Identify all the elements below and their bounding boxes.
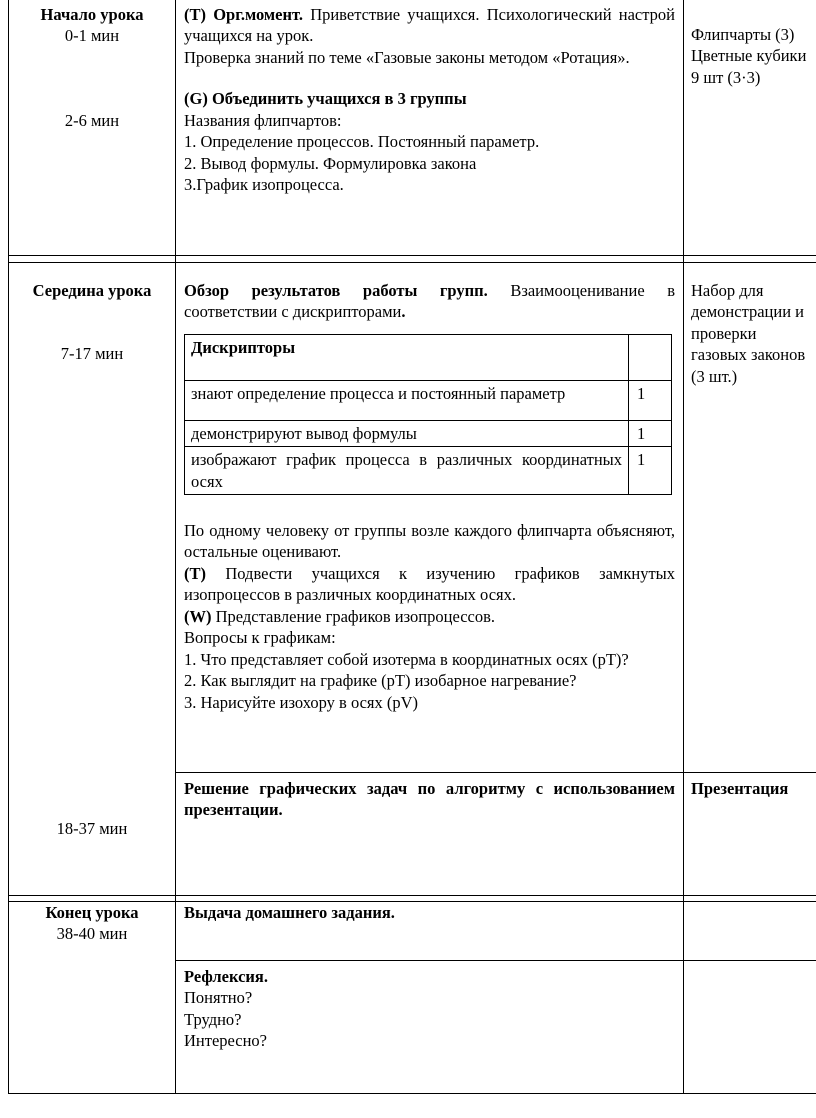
table-border-bottom [8, 1093, 816, 1094]
org-moment-paragraph [184, 4, 675, 47]
start-content-cell [184, 4, 675, 196]
start-title: Начало урока [40, 5, 144, 24]
table-row [185, 447, 672, 495]
start-time-1: 0-1 мин [64, 26, 120, 46]
reflection-title: Рефлексия. [184, 967, 268, 986]
org-moment-text: Приветствие учащихся. Психологический настрой учащихся на урок. [184, 5, 675, 46]
group-paragraph: (G) Объединить учащихся в 3 группы [184, 89, 467, 109]
reflection-item-3: Интересно? [184, 1031, 267, 1051]
middle-resources-1: Набор для демонстрации и проверки газовых законов (3 шт.) [691, 281, 806, 386]
questions-title: Вопросы к графикам: [184, 628, 336, 648]
descriptors-table [184, 334, 672, 495]
descriptor-text-3: изображают график процесса в различных координатных осях [185, 447, 629, 495]
knowledge-check-paragraph: Проверка знаний по теме «Газовые законы методом «Ротация». [184, 47, 630, 67]
question-2: 2. Как выглядит на графике (рТ) изобарное нагревание? [184, 671, 577, 691]
descriptors-header-row [185, 335, 672, 381]
table-border-col1 [175, 0, 176, 1094]
descriptors-header: Дискрипторы [185, 335, 629, 381]
w-paragraph [184, 606, 675, 627]
middle-time-1: 7-17 мин [60, 344, 124, 363]
flipchart-item-1: 1. Определение процессов. Постоянный параметр. [184, 132, 540, 152]
question-3: 3. Нарисуйте изохору в осях (pV) [184, 692, 419, 712]
end-stage-cell [9, 902, 175, 945]
start-resources: Флипчарты (3) Цветные кубики 9 шт (3·3) [691, 25, 807, 87]
descriptor-score-1: 1 [629, 381, 672, 421]
t-paragraph [184, 563, 675, 606]
explain-paragraph: По одному человеку от группы возле каждого флипчарта объясняют, остальные оценивают. [184, 521, 675, 562]
homework-cell [184, 902, 675, 923]
row-divider-2 [175, 772, 816, 773]
reflection-item-1: Понятно? [184, 988, 253, 1008]
end-title: Конец урока [45, 903, 139, 922]
middle-stage-cell [9, 280, 175, 301]
middle-resources-2: Презентация [691, 779, 789, 798]
t-text: Подвести учащихся к изучению графиков замкнутых изопроцессов в различных координатных осях. [184, 563, 675, 605]
review-dot: . [401, 302, 406, 322]
review-text: Взаимооценивание в соответствии с дискрипторами [184, 281, 675, 322]
flipchart-item-3: 3.График изопроцесса. [184, 175, 344, 195]
w-text: Представление графиков изопроцессов. [211, 606, 496, 626]
task-paragraph: Решение графических задач по алгоритму с использованием презентации. [184, 779, 675, 820]
question-1: 1. Что представляет собой изотерма в координатных осях (рТ)? [184, 649, 629, 669]
task-cell [184, 778, 675, 821]
middle-title: Середина урока [32, 281, 152, 300]
table-row [185, 421, 672, 447]
reflection-item-2: Трудно? [184, 1009, 242, 1029]
activities-cell [184, 520, 675, 713]
start-resources-cell [691, 24, 816, 88]
table-row [185, 381, 672, 421]
descriptor-text-2: демонстрируют вывод формулы [185, 421, 629, 447]
spacer [184, 68, 675, 88]
start-stage-cell [9, 4, 175, 47]
review-cell [184, 280, 675, 323]
flipchart-names-title: Названия флипчартов: [184, 110, 342, 130]
middle-time-2-cell [9, 818, 175, 839]
descriptor-score-2: 1 [629, 421, 672, 447]
presentation-cell [691, 778, 816, 799]
descriptor-score-3: 1 [629, 447, 672, 495]
row-divider-3 [8, 895, 816, 896]
review-paragraph [184, 280, 675, 323]
middle-resources-cell [691, 280, 816, 387]
middle-time-2: 18-37 мин [56, 819, 128, 838]
w-label: (W) [184, 606, 212, 626]
end-time: 38-40 мин [56, 924, 128, 944]
reflection-cell [184, 966, 675, 1052]
flipchart-item-2: 2. Вывод формулы. Формулировка закона [184, 153, 477, 173]
row-divider-1b [8, 262, 816, 263]
row-divider-1 [8, 255, 816, 256]
homework-text: Выдача домашнего задания. [184, 903, 395, 922]
start-time-2-cell [9, 110, 175, 131]
row-divider-4 [175, 960, 816, 961]
review-label: Обзор результатов работы групп. [184, 281, 488, 300]
descriptor-text-1: знают определение процесса и постоянный параметр [185, 381, 629, 421]
descriptors-header-score [629, 335, 672, 381]
table-border-col2 [683, 0, 684, 1094]
org-moment-label: (Т) Орг.момент. [184, 5, 303, 24]
start-time-2: 2-6 мин [64, 111, 120, 130]
middle-time-1-cell [9, 343, 175, 364]
t-label: (Т) [184, 563, 206, 583]
